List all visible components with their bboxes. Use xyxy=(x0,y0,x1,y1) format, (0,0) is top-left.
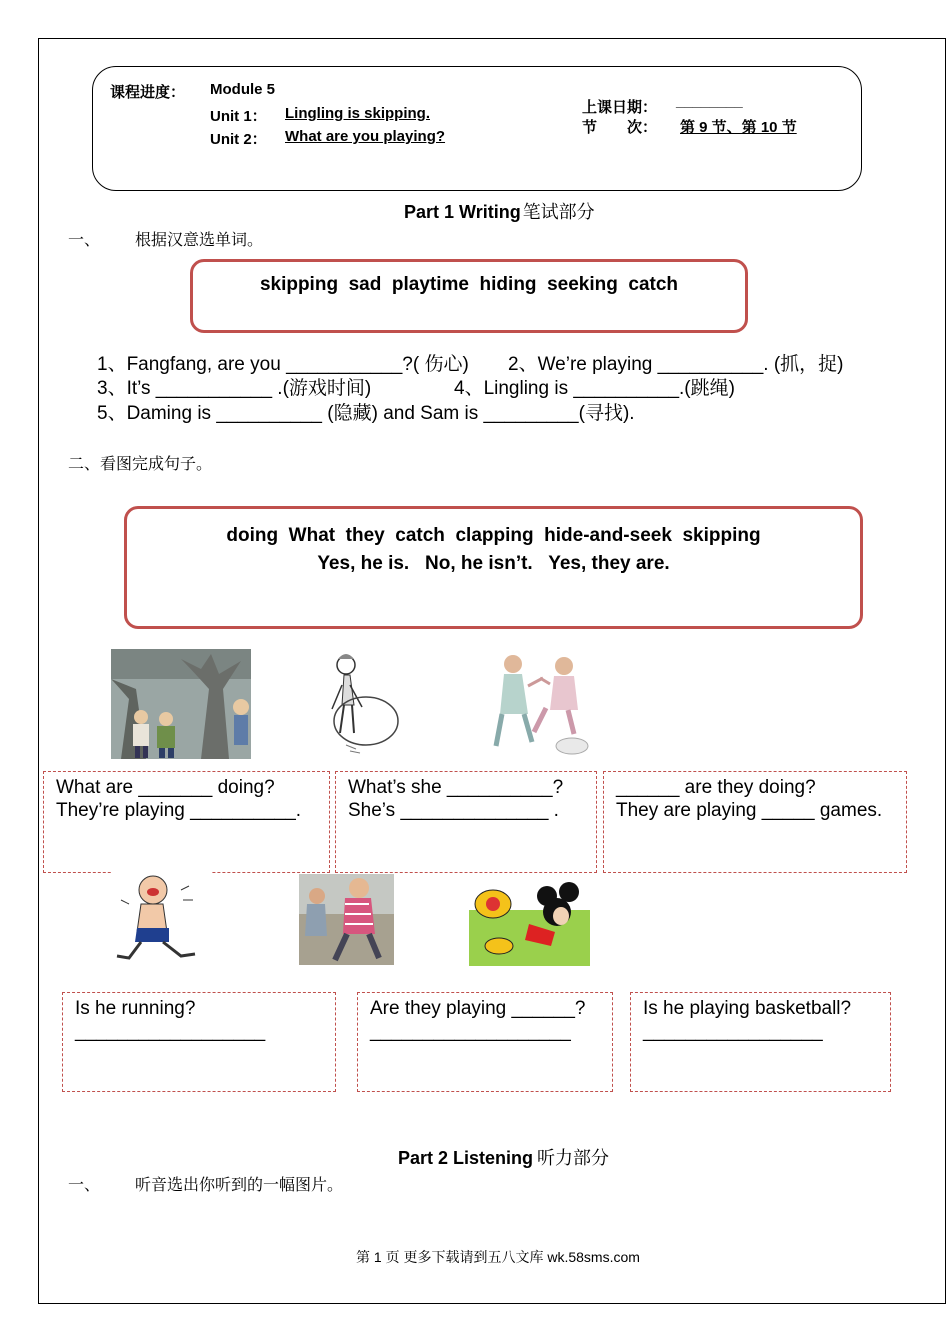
unit1-title: Lingling is skipping. xyxy=(285,105,430,122)
unit2-label: Unit 2： xyxy=(210,131,267,148)
unit1-label: Unit 1： xyxy=(210,108,267,125)
box4-line1: Is he running? xyxy=(75,998,196,1019)
box2-line1: What’s she __________? xyxy=(348,777,564,798)
picture-question-box-6 xyxy=(630,992,891,1092)
box5-line2: ___________________ xyxy=(370,1021,571,1042)
session-label: 节 次： xyxy=(582,119,658,136)
section1-title: 根据汉意选单词。 xyxy=(135,230,264,249)
picture-question-box-1 xyxy=(43,771,330,873)
part2-section1-title: 听音选出你听到的一幅图片。 xyxy=(135,1175,344,1194)
box1-line2: They’re playing __________. xyxy=(56,800,302,821)
part2-title xyxy=(398,1144,609,1170)
box3-line2: They are playing _____ games. xyxy=(616,800,883,821)
box5-line1: Are they playing ______? xyxy=(370,998,586,1019)
picture-question-box-5 xyxy=(357,992,613,1092)
progress-label: 课程进度： xyxy=(110,84,186,101)
unit2-title: What are you playing? xyxy=(285,128,446,145)
word-bank-text: skipping sad playtime hiding seeking catch xyxy=(259,274,679,295)
box3-line1: ______ are they doing? xyxy=(616,777,816,798)
part1-title-en: Part 1 Writing xyxy=(404,202,521,222)
question-5: 5、Daming is __________ (隐藏) and Sam is _________(寻找). xyxy=(97,403,635,424)
section1-number: 一、 xyxy=(68,230,101,249)
boy-running-picture xyxy=(111,870,211,965)
part1-title-cn: 笔试部分 xyxy=(522,202,595,223)
word-bank-2-line2: Yes, he is. No, he isn’t. Yes, they are. xyxy=(317,553,670,574)
part2-title-en: Part 2 Listening xyxy=(398,1148,534,1168)
part1-title xyxy=(404,198,595,224)
mickey-mouse-picture xyxy=(469,874,590,966)
box4-line2: __________________ xyxy=(75,1021,266,1042)
children-playing-tag-picture xyxy=(299,874,394,965)
page-footer: 第 1 页 更多下载请到五八文库 wk.58sms.com xyxy=(356,1249,640,1265)
question-3: 3、It’s ___________ .(游戏时间) xyxy=(97,378,372,399)
word-bank-2-box xyxy=(124,506,863,629)
picture-question-box-3 xyxy=(603,771,907,873)
box6-line1: Is he playing basketball? xyxy=(643,998,852,1019)
part2-section1-number: 一、 xyxy=(68,1175,101,1194)
box6-line2: _________________ xyxy=(643,1021,823,1042)
module-name: Module 5 xyxy=(210,81,276,98)
children-clapping-picture xyxy=(488,646,591,760)
date-label: 上课日期： xyxy=(582,99,658,116)
part2-title-cn: 听力部分 xyxy=(537,1148,610,1169)
section2-title: 二、看图完成句子。 xyxy=(68,454,213,473)
word-bank-2-line1: doing What they catch clapping hide-and-seek skipping xyxy=(226,525,761,546)
word-bank-box xyxy=(190,259,748,333)
hide-and-seek-picture xyxy=(111,649,251,759)
question-1: 1、Fangfang, are you ___________?( 伤心) xyxy=(97,354,469,375)
question-4: 4、Lingling is __________.(跳绳) xyxy=(454,378,735,399)
girl-skipping-rope-picture xyxy=(326,649,404,759)
picture-question-box-4 xyxy=(62,992,336,1092)
box2-line2: She’s ______________ . xyxy=(348,800,559,821)
box1-line1: What are _______ doing? xyxy=(56,777,275,798)
date-blank: ________ xyxy=(676,93,743,110)
session-value: 第 9 节、第 10 节 xyxy=(680,119,797,136)
question-2: 2、We’re playing __________. (抓，捉) xyxy=(508,354,844,375)
picture-question-box-2 xyxy=(335,771,597,873)
